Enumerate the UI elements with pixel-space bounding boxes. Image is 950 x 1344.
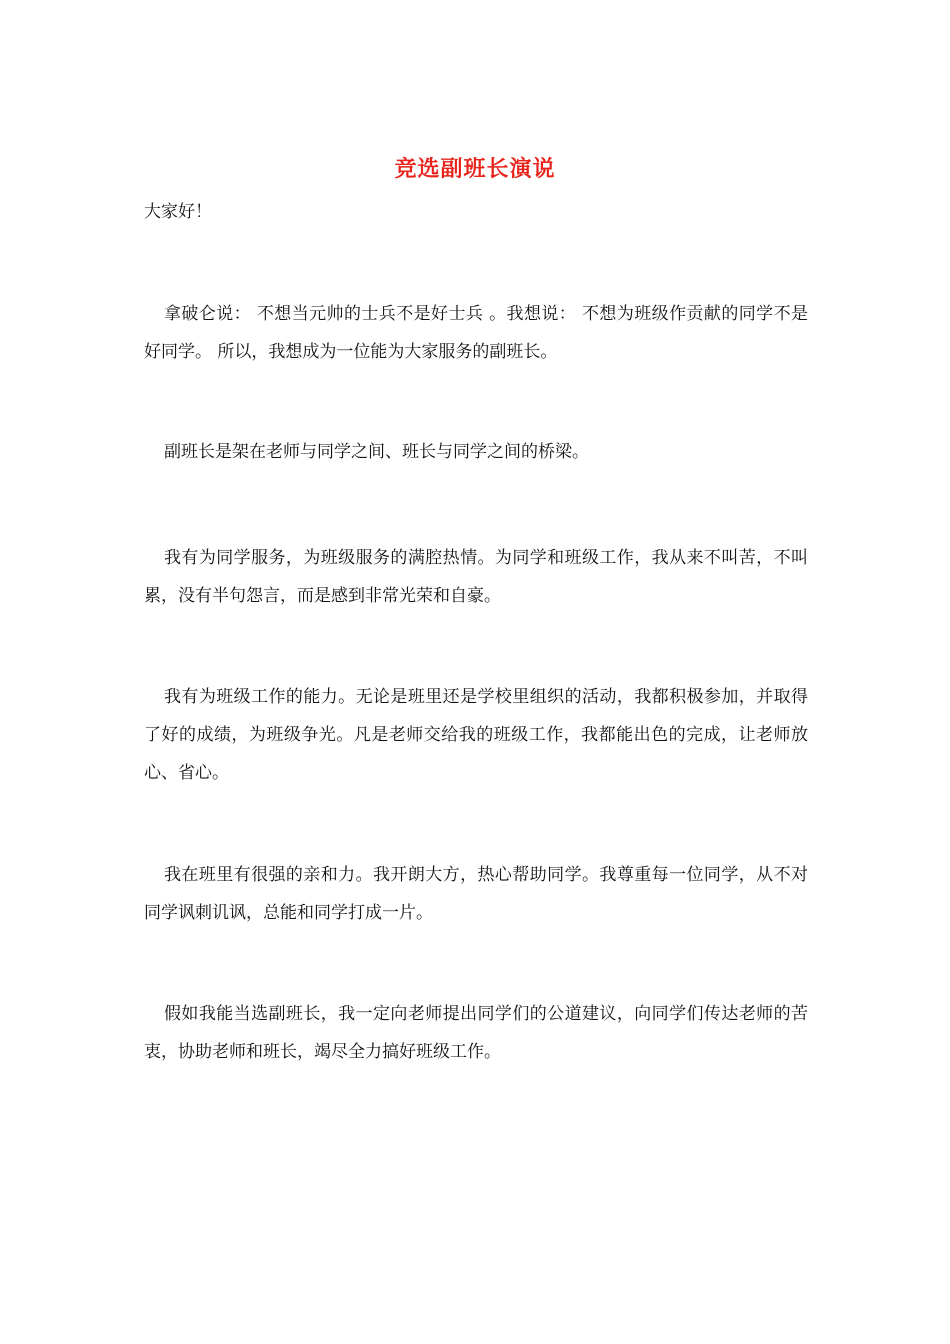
paragraph-5: 我在班里有很强的亲和力。我开朗大方，热心帮助同学。我尊重每一位同学，从不对同学讽刺讥讽，总能和同学打成一片。 [144, 865, 808, 923]
paragraph-2: 副班长是架在老师与同学之间、班长与同学之间的桥梁。 [164, 442, 589, 462]
document-title: 竞选副班长演说 [394, 156, 556, 182]
paragraph-6: 假如我能当选副班长，我一定向老师提出同学们的公道建议，向同学们传达老师的苦衷，协助老师和班长，竭尽全力搞好班级工作。 [144, 1004, 808, 1062]
paragraph-4: 我有为班级工作的能力。无论是班里还是学校里组织的活动，我都积极参加，并取得了好的成绩，为班级争光。凡是老师交给我的班级工作，我都能出色的完成，让老师放心、省心。 [144, 687, 808, 783]
paragraph-3: 我有为同学服务，为班级服务的满腔热情。为同学和班级工作，我从来不叫苦，不叫累，没有半句怨言，而是感到非常光荣和自豪。 [144, 548, 808, 606]
greeting-line: 大家好！ [144, 202, 212, 222]
paragraph-1: 拿破仑说： 不想当元帅的士兵不是好士兵 。我想说： 不想为班级作贡献的同学不是好同学。 所以，我想成为一位能为大家服务的副班长。 [144, 304, 808, 362]
